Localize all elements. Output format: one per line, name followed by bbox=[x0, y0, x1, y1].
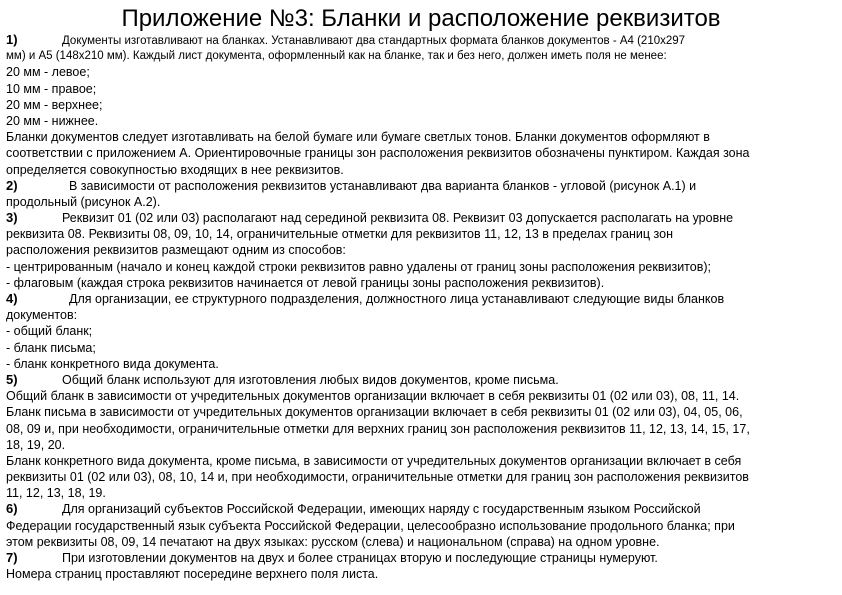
item-5-line: реквизиты 01 (02 или 03), 08, 10, 14 и, при необходимости, ограничительные отметки для границ зон расположения реквизитов bbox=[6, 470, 749, 485]
item-2-line: 2) В зависимости от расположения реквизитов устанавливают два варианта бланков - угловой (рисунок А.1) и bbox=[6, 177, 697, 193]
item-number: 6) bbox=[6, 501, 18, 517]
item-number: 3) bbox=[6, 210, 18, 226]
item-2-line: продольный (рисунок А.2). bbox=[6, 194, 161, 209]
item-5-line: Общий бланк в зависимости от учредительных документов организации включает в себя реквизиты 01 (02 или 03), 08, 11, 14. bbox=[6, 389, 740, 404]
item-3-line: - центрированным (начало и конец каждой строки реквизитов равно удалены от границ зоны расположения реквизитов); bbox=[6, 259, 711, 274]
document-body bbox=[6, 32, 840, 582]
item-5-line: 11, 12, 13, 18, 19. bbox=[6, 486, 106, 501]
item-6-line: Федерации государственный язык субъекта Российской Федерации, целесообразно использование продольного бланка; при bbox=[6, 518, 735, 533]
item-1-line: соответствии с приложением А. Ориентировочные границы зон расположения реквизитов обозначены пунктиром. Каждая зона bbox=[6, 146, 750, 161]
item-1-line: 20 мм - нижнее. bbox=[6, 113, 99, 128]
item-4-line: 4) Для организации, ее структурного подразделения, должностного лица устанавливают следующие виды бланков bbox=[6, 291, 725, 306]
item-4-line: - бланк конкретного вида документа. bbox=[6, 356, 219, 371]
item-5-line: Бланк письма в зависимости от учредительных документов организации включает в себя реквизиты 01 (02 или 03), 04, 05, 06, bbox=[6, 405, 743, 420]
item-4-line: документов: bbox=[6, 308, 78, 323]
item-number: 2) bbox=[6, 177, 18, 193]
item-number: 1) bbox=[6, 32, 18, 47]
item-1-line: 20 мм - верхнее; bbox=[6, 97, 103, 112]
item-6-line: этом реквизиты 08, 09, 14 печатают на двух языках: русском (слева) и национальном (справа) на одном уровне. bbox=[6, 534, 660, 549]
item-1-line: 20 мм - левое; bbox=[6, 65, 90, 80]
item-5-line: 5) Общий бланк используют для изготовления любых видов документов, кроме письма. bbox=[6, 371, 559, 387]
item-4-line: - общий бланк; bbox=[6, 324, 93, 339]
item-number: 5) bbox=[6, 371, 18, 387]
item-1-line: 10 мм - правое; bbox=[6, 81, 97, 96]
item-number: 4) bbox=[6, 291, 18, 306]
item-1-line: 1) Документы изготавливают на бланках. Устанавливают два стандартных формата бланков документов - А4 (210х297 bbox=[6, 32, 686, 47]
item-7-line: Номера страниц проставляют посередине верхнего поля листа. bbox=[6, 567, 379, 582]
item-number: 7) bbox=[6, 550, 18, 565]
item-3-line: - флаговым (каждая строка реквизитов начинается от левой границы зоны расположения реквизитов). bbox=[6, 275, 605, 290]
item-3-line: 3) Реквизит 01 (02 или 03) располагают над серединой реквизита 08. Реквизит 03 допускается располагать на уровне bbox=[6, 210, 734, 226]
item-6-line: 6) Для организаций субъектов Российской Федерации, имеющих наряду с государственным языком Российской bbox=[6, 501, 701, 517]
item-5-line: 08, 09 и, при необходимости, ограничительные отметки для верхних границ зон расположения реквизитов 11, 12, 13, 14, 15, 17, bbox=[6, 421, 750, 436]
item-3-line: расположения реквизитов размещают одним из способов: bbox=[6, 243, 346, 258]
item-1-line: Бланки документов следует изготавливать на белой бумаге или бумаге светлых тонов. Бланки документов оформляют в bbox=[6, 130, 710, 145]
item-5-line: Бланк конкретного вида документа, кроме письма, в зависимости от учредительных документов организации включает в себя bbox=[6, 453, 742, 468]
item-4-line: - бланк письма; bbox=[6, 340, 96, 355]
item-7-line: 7) При изготовлении документов на двух и более страницах вторую и последующие страницы нумеруют. bbox=[6, 550, 658, 565]
item-5-line: 18, 19, 20. bbox=[6, 437, 66, 452]
item-3-line: реквизита 08. Реквизиты 08, 09, 10, 14, ограничительные отметки для реквизитов 11, 12, 13 в пределах границ зон bbox=[6, 227, 673, 242]
item-1-line: определяется совокупностью входящих в нее реквизитов. bbox=[6, 162, 344, 177]
item-1-line: мм) и А5 (148х210 мм). Каждый лист документа, оформленный как на бланке, так и без него, должен иметь поля не менее: bbox=[6, 50, 667, 63]
page-title: Приложение №3: Бланки и расположение реквизитов bbox=[121, 5, 721, 32]
